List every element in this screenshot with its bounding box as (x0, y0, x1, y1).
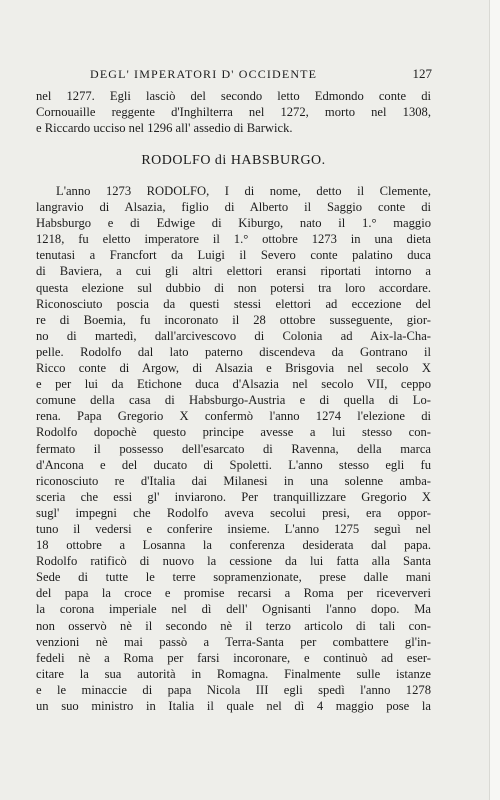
page-edge (489, 0, 500, 800)
text-line: Rodolfo ratificò di nuovo la cessione da lui fatta alla Santa (36, 554, 431, 569)
text-line: Ricco conte di Argow, di Alsazia e Brisgovia nel secolo X (36, 361, 431, 376)
text-line: 1218, fu eletto imperatore il 1.° ottobre 1273 in una dieta (36, 232, 431, 247)
text-line: comune della casa di Habsburgo-Austria e di quella di Lo- (36, 393, 431, 408)
text-line: no di martedì, dall'arcivescovo di Colonia ad Aix-la-Cha- (36, 328, 431, 343)
text-line: riconosciuto re d'Italia dai Milanesi in una solenne amba- (36, 473, 431, 488)
text-line: fedeli nè a Roma per farsi incoronare, e continuò ad eser- (36, 650, 431, 665)
text-line: venzioni nè mai passò a Terra-Santa per combattere gl'in- (36, 634, 431, 649)
section-title: RODOLFO di HABSBURGO. (141, 153, 326, 168)
text-line: del papa la croce e promise recarsi a Roma per riceververi (36, 586, 431, 601)
main-paragraph (36, 183, 431, 714)
text-line: e per lui da Etichone duca d'Alsazia nel secolo VII, ceppo (36, 377, 431, 392)
text-line: nel 1277. Egli lasciò del secondo letto Edmondo conte di (36, 89, 431, 103)
text-line: Sede di tutte le terre sopramenzionate, prese dalle mani (36, 570, 431, 585)
text-line: 18 ottobre a Losanna la conferenza desiderata dal papa. (36, 538, 431, 553)
text-line: re di Boemia, fu incoronato il 28 ottobre susseguente, gior- (36, 312, 431, 327)
text-line: tuno il vedersi e conferire insieme. L'anno 1275 seguì nel (36, 521, 431, 536)
text-line: Habsburgo e di Edwige di Kiburgo, nato il 1.° maggio (36, 216, 431, 231)
page-header (36, 66, 432, 86)
text-line: di Baviera, a cui gli altri elettori eransi riportati intorno a (36, 264, 431, 279)
text-line: rena. Papa Gregorio X confermò l'anno 1274 l'elezione di (36, 409, 431, 424)
text-line: tenutasi a Francfort da Luigi il Severo conte palatino duca (36, 248, 431, 263)
text-line: fermato il possesso dell'esarcato di Ravenna, della marca (36, 441, 431, 456)
page-number: 127 (412, 66, 432, 81)
running-title: DEGL' IMPERATORI D' OCCIDENTE (90, 67, 318, 81)
text-line: Riconosciuto poscia da questi stessi elettori ad eccezione del (36, 296, 431, 311)
text-line: e Riccardo ucciso nel 1296 all' assedio di Barwick. (36, 121, 293, 136)
text-line: L'anno 1273 RODOLFO, I di nome, detto il Clemente, (56, 184, 431, 198)
text-line: non osservò nè il secondo nè il terzo articolo di tali con- (36, 618, 431, 633)
text-line: e le minaccie di papa Nicola III egli spedì l'anno 1278 (36, 682, 431, 697)
text-line: citare la sua autorità in Romagna. Finalmente sulle istanze (36, 666, 431, 681)
text-line: Cornouaille reggente d'Inghilterra nel 1272, morto nel 1308, (36, 105, 431, 120)
text-line: d'Ancona e del ducato di Spoletti. L'anno stesso egli fu (36, 457, 431, 472)
text-line: langravio di Alsazia, figlio di Alberto il Saggio conte di (36, 200, 431, 215)
intro-paragraph (36, 88, 431, 136)
text-line: Rodolfo dopochè questo principe avesse a lui stesso con- (36, 425, 431, 440)
text-line: pelle. Rodolfo dal lato paterno discendeva da Gontrano il (36, 344, 431, 359)
text-line: sugl' impegni che Rodolfo aveva secolui presi, era oppor- (36, 505, 431, 520)
text-line: sceria che essi gl' inviarono. Per tranquillizzare Gregorio X (36, 489, 431, 504)
text-line: la corona imperiale nel dì dell' Ognisanti l'anno dopo. Ma (36, 602, 431, 617)
text-line: questa elezione sul dubbio di non potersi tra loro accordare. (36, 280, 431, 295)
text-line: un suo ministro in Italia il quale nel dì 4 maggio pose la (36, 699, 431, 713)
